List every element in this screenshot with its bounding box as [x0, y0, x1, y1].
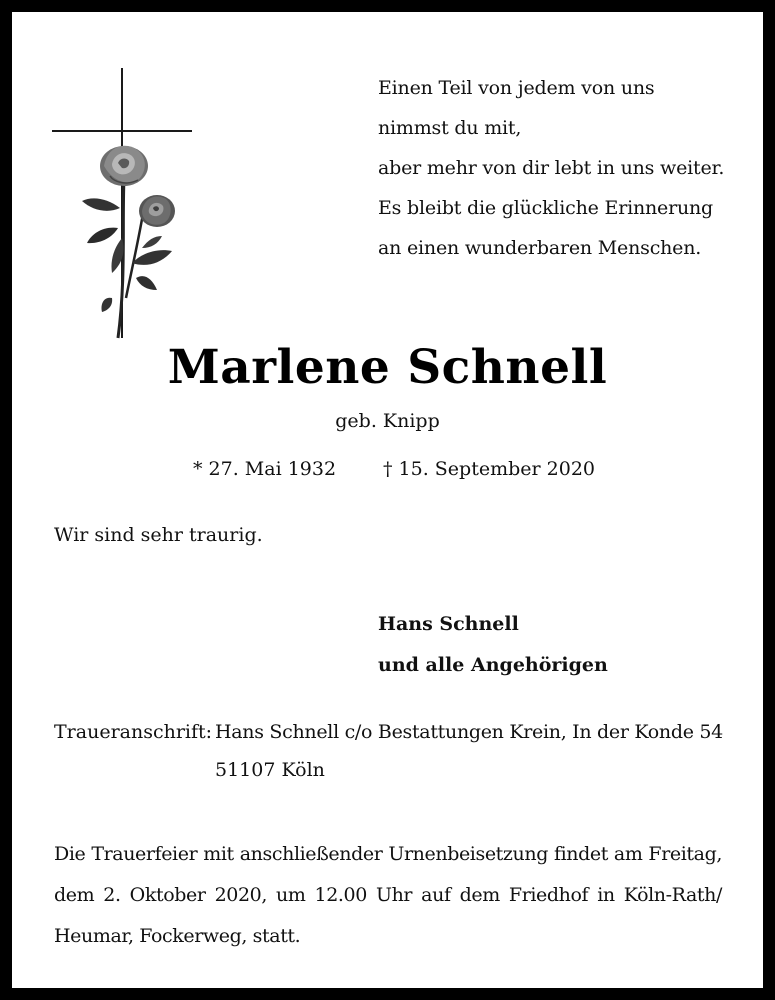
ceremony-text — [54, 834, 722, 957]
ceremony-line: Die Trauerfeier mit anschließender Urnenbeisetzung findet am Freitag, — [54, 843, 722, 865]
birth-date: * 27. Mai 1932 — [193, 458, 337, 480]
poem — [378, 68, 724, 268]
ceremony-line: dem 2. Oktober 2020, um 12.00 Uhr auf dem Friedhof in Köln-Rath/ — [54, 884, 722, 906]
signatory-line: und alle Angehörigen — [378, 654, 608, 676]
deceased-name: Marlene Schnell — [167, 340, 608, 395]
mourning-address-label: Traueranschrift: — [54, 721, 213, 743]
poem-line: Es bleibt die glückliche Erinnerung — [378, 197, 713, 219]
signatories — [378, 604, 608, 686]
cross-with-roses-icon — [52, 68, 202, 343]
poem-line: an einen wunderbaren Menschen. — [378, 237, 702, 259]
grief-message: Wir sind sehr traurig. — [54, 524, 263, 546]
poem-line: Einen Teil von jedem von uns — [378, 77, 655, 99]
death-date: † 15. September 2020 — [383, 458, 595, 480]
poem-line: aber mehr von dir lebt in uns weiter. — [378, 157, 725, 179]
signatory-line: Hans Schnell — [378, 613, 519, 635]
poem-line: nimmst du mit, — [378, 117, 522, 139]
mourning-address-city: 51107 Köln — [215, 759, 325, 781]
mourning-address-line: Hans Schnell c/o Bestattungen Krein, In der Konde 54 — [215, 721, 723, 743]
maiden-name: geb. Knipp — [335, 410, 440, 432]
ceremony-line: Heumar, Fockerweg, statt. — [54, 925, 301, 947]
